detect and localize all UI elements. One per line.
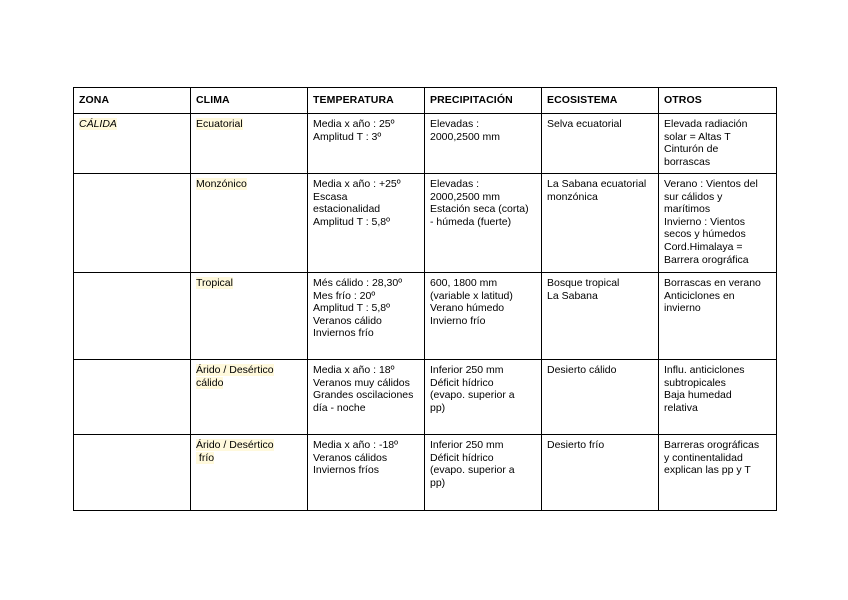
temperatura-line: Escasa (313, 190, 348, 203)
cell-clima (191, 114, 308, 174)
otros-line: Borrascas en verano (664, 277, 761, 289)
clima-name: Ecuatorial (196, 118, 243, 130)
clima-line (196, 377, 302, 390)
precipitacion-line: 2000,2500 mm (430, 190, 501, 203)
cell-temperatura (308, 174, 425, 273)
precipitacion-line: Elevadas : (430, 178, 480, 190)
cell-ecosistema (542, 360, 659, 435)
table-row (74, 273, 777, 360)
otros-line: marítimos (664, 203, 711, 216)
otros-line: Invierno : Vientos (664, 215, 745, 228)
ecosistema-line: monzónica (547, 190, 598, 203)
cell-temperatura (308, 435, 425, 511)
cell-temperatura (308, 360, 425, 435)
table-row (74, 114, 777, 174)
precipitacion-line: 600, 1800 mm (430, 277, 498, 289)
clima-line (196, 277, 302, 290)
header-otros: OTROS (659, 88, 777, 114)
temperatura-line: Media x año : +25º (313, 178, 401, 190)
otros-line: Anticiclones en (664, 289, 735, 302)
otros-line: relativa (664, 401, 698, 414)
ecosistema-line: Desierto frío (547, 439, 605, 451)
temperatura-line: Amplitud T : 3º (313, 130, 382, 143)
cell-precipitacion (425, 435, 542, 511)
precipitacion-line: (variable x latitud) (430, 289, 513, 302)
cell-zona (74, 174, 191, 273)
clima-name: cálido (196, 376, 224, 389)
header-temperatura: TEMPERATURA (308, 88, 425, 114)
cell-clima (191, 273, 308, 360)
cell-otros (659, 360, 777, 435)
temperatura-line: Veranos muy cálidos (313, 376, 410, 389)
temperatura-line: Veranos cálidos (313, 451, 388, 464)
cell-clima (191, 360, 308, 435)
cell-zona (74, 435, 191, 511)
header-clima: CLIMA (191, 88, 308, 114)
cell-clima (191, 435, 308, 511)
temperatura-line: Media x año : -18º (313, 439, 398, 451)
temperatura-line: Amplitud T : 5,8º (313, 215, 390, 228)
cell-zona (74, 114, 191, 174)
header-ecosistema: ECOSISTEMA (542, 88, 659, 114)
cell-otros (659, 273, 777, 360)
precipitacion-line: 2000,2500 mm (430, 130, 501, 143)
otros-line: Baja humedad (664, 389, 732, 402)
cell-precipitacion (425, 273, 542, 360)
precipitacion-line: pp) (430, 401, 446, 414)
ecosistema-line: Selva ecuatorial (547, 118, 622, 130)
temperatura-line: Inviernos frío (313, 327, 374, 340)
precipitacion-line: Estación seca (corta) (430, 203, 529, 216)
temperatura-line: Grandes oscilaciones (313, 389, 414, 402)
cell-precipitacion (425, 174, 542, 273)
precipitacion-line: Elevadas : (430, 118, 480, 130)
clima-line (196, 452, 302, 465)
otros-line: Influ. anticiclones (664, 364, 745, 376)
otros-line: sur cálidos y (664, 190, 723, 203)
clima-name: Árido / Desértico (196, 364, 274, 376)
temperatura-line: Veranos cálido (313, 314, 382, 327)
ecosistema-line: Bosque tropical (547, 277, 620, 289)
cell-ecosistema (542, 174, 659, 273)
ecosistema-line: La Sabana ecuatorial (547, 178, 647, 190)
otros-line: Verano : Vientos del (664, 178, 758, 190)
ecosistema-line: La Sabana (547, 289, 598, 302)
precipitacion-line: pp) (430, 476, 446, 489)
cell-ecosistema (542, 114, 659, 174)
otros-line: subtropicales (664, 376, 726, 389)
precipitacion-line: Invierno frío (430, 314, 486, 327)
cell-ecosistema (542, 435, 659, 511)
header-row (74, 88, 777, 114)
cell-precipitacion (425, 114, 542, 174)
otros-line: Cinturón de (664, 143, 719, 156)
clima-name: frío (196, 451, 215, 464)
temperatura-line: estacionalidad (313, 203, 381, 216)
cell-otros (659, 114, 777, 174)
otros-line: y continentalidad (664, 451, 743, 464)
otros-line: explican las pp y T (664, 464, 751, 477)
table-row (74, 360, 777, 435)
clima-name: Árido / Desértico (196, 439, 274, 451)
precipitacion-line: Déficit hídrico (430, 451, 494, 464)
temperatura-line: Inviernos fríos (313, 464, 379, 477)
cell-clima (191, 174, 308, 273)
clima-line (196, 364, 302, 377)
header-precipitacion: PRECIPITACIÓN (425, 88, 542, 114)
otros-line: solar = Altas T (664, 130, 731, 143)
otros-line: secos y húmedos (664, 228, 746, 241)
otros-line: Barreras orográficas (664, 439, 760, 451)
temperatura-line: día - noche (313, 401, 366, 414)
ecosistema-line: Desierto cálido (547, 364, 617, 376)
zone-label: CÁLIDA (79, 118, 117, 130)
precipitacion-line: - húmeda (fuerte) (430, 215, 512, 228)
precipitacion-line: Inferior 250 mm (430, 364, 504, 376)
temperatura-line: Media x año : 25º (313, 118, 395, 130)
cell-temperatura (308, 114, 425, 174)
precipitacion-line: Verano húmedo (430, 302, 505, 315)
temperatura-line: Mes frío : 20º (313, 289, 376, 302)
cell-otros (659, 435, 777, 511)
cell-zona (74, 360, 191, 435)
precipitacion-line: Déficit hídrico (430, 376, 494, 389)
otros-line: Barrera orográfica (664, 253, 749, 266)
otros-line: borrascas (664, 155, 711, 168)
temperatura-line: Media x año : 18º (313, 364, 395, 376)
precipitacion-line: (evapo. superior a (430, 389, 515, 402)
cell-otros (659, 174, 777, 273)
cell-ecosistema (542, 273, 659, 360)
cell-temperatura (308, 273, 425, 360)
cell-zona (74, 273, 191, 360)
table-row (74, 174, 777, 273)
clima-line (196, 118, 302, 131)
clima-line (196, 439, 302, 452)
climate-table (73, 87, 777, 511)
otros-line: Elevada radiación (664, 118, 748, 130)
temperatura-line: Més cálido : 28,30º (313, 277, 403, 289)
header-zona: ZONA (74, 88, 191, 114)
precipitacion-line: (evapo. superior a (430, 464, 515, 477)
precipitacion-line: Inferior 250 mm (430, 439, 504, 451)
table-row (74, 435, 777, 511)
temperatura-line: Amplitud T : 5,8º (313, 302, 390, 315)
cell-precipitacion (425, 360, 542, 435)
clima-name: Tropical (196, 277, 233, 289)
otros-line: Cord.Himalaya = (664, 240, 743, 253)
clima-name: Monzónico (196, 178, 247, 190)
clima-line (196, 178, 302, 191)
otros-line: invierno (664, 302, 701, 315)
